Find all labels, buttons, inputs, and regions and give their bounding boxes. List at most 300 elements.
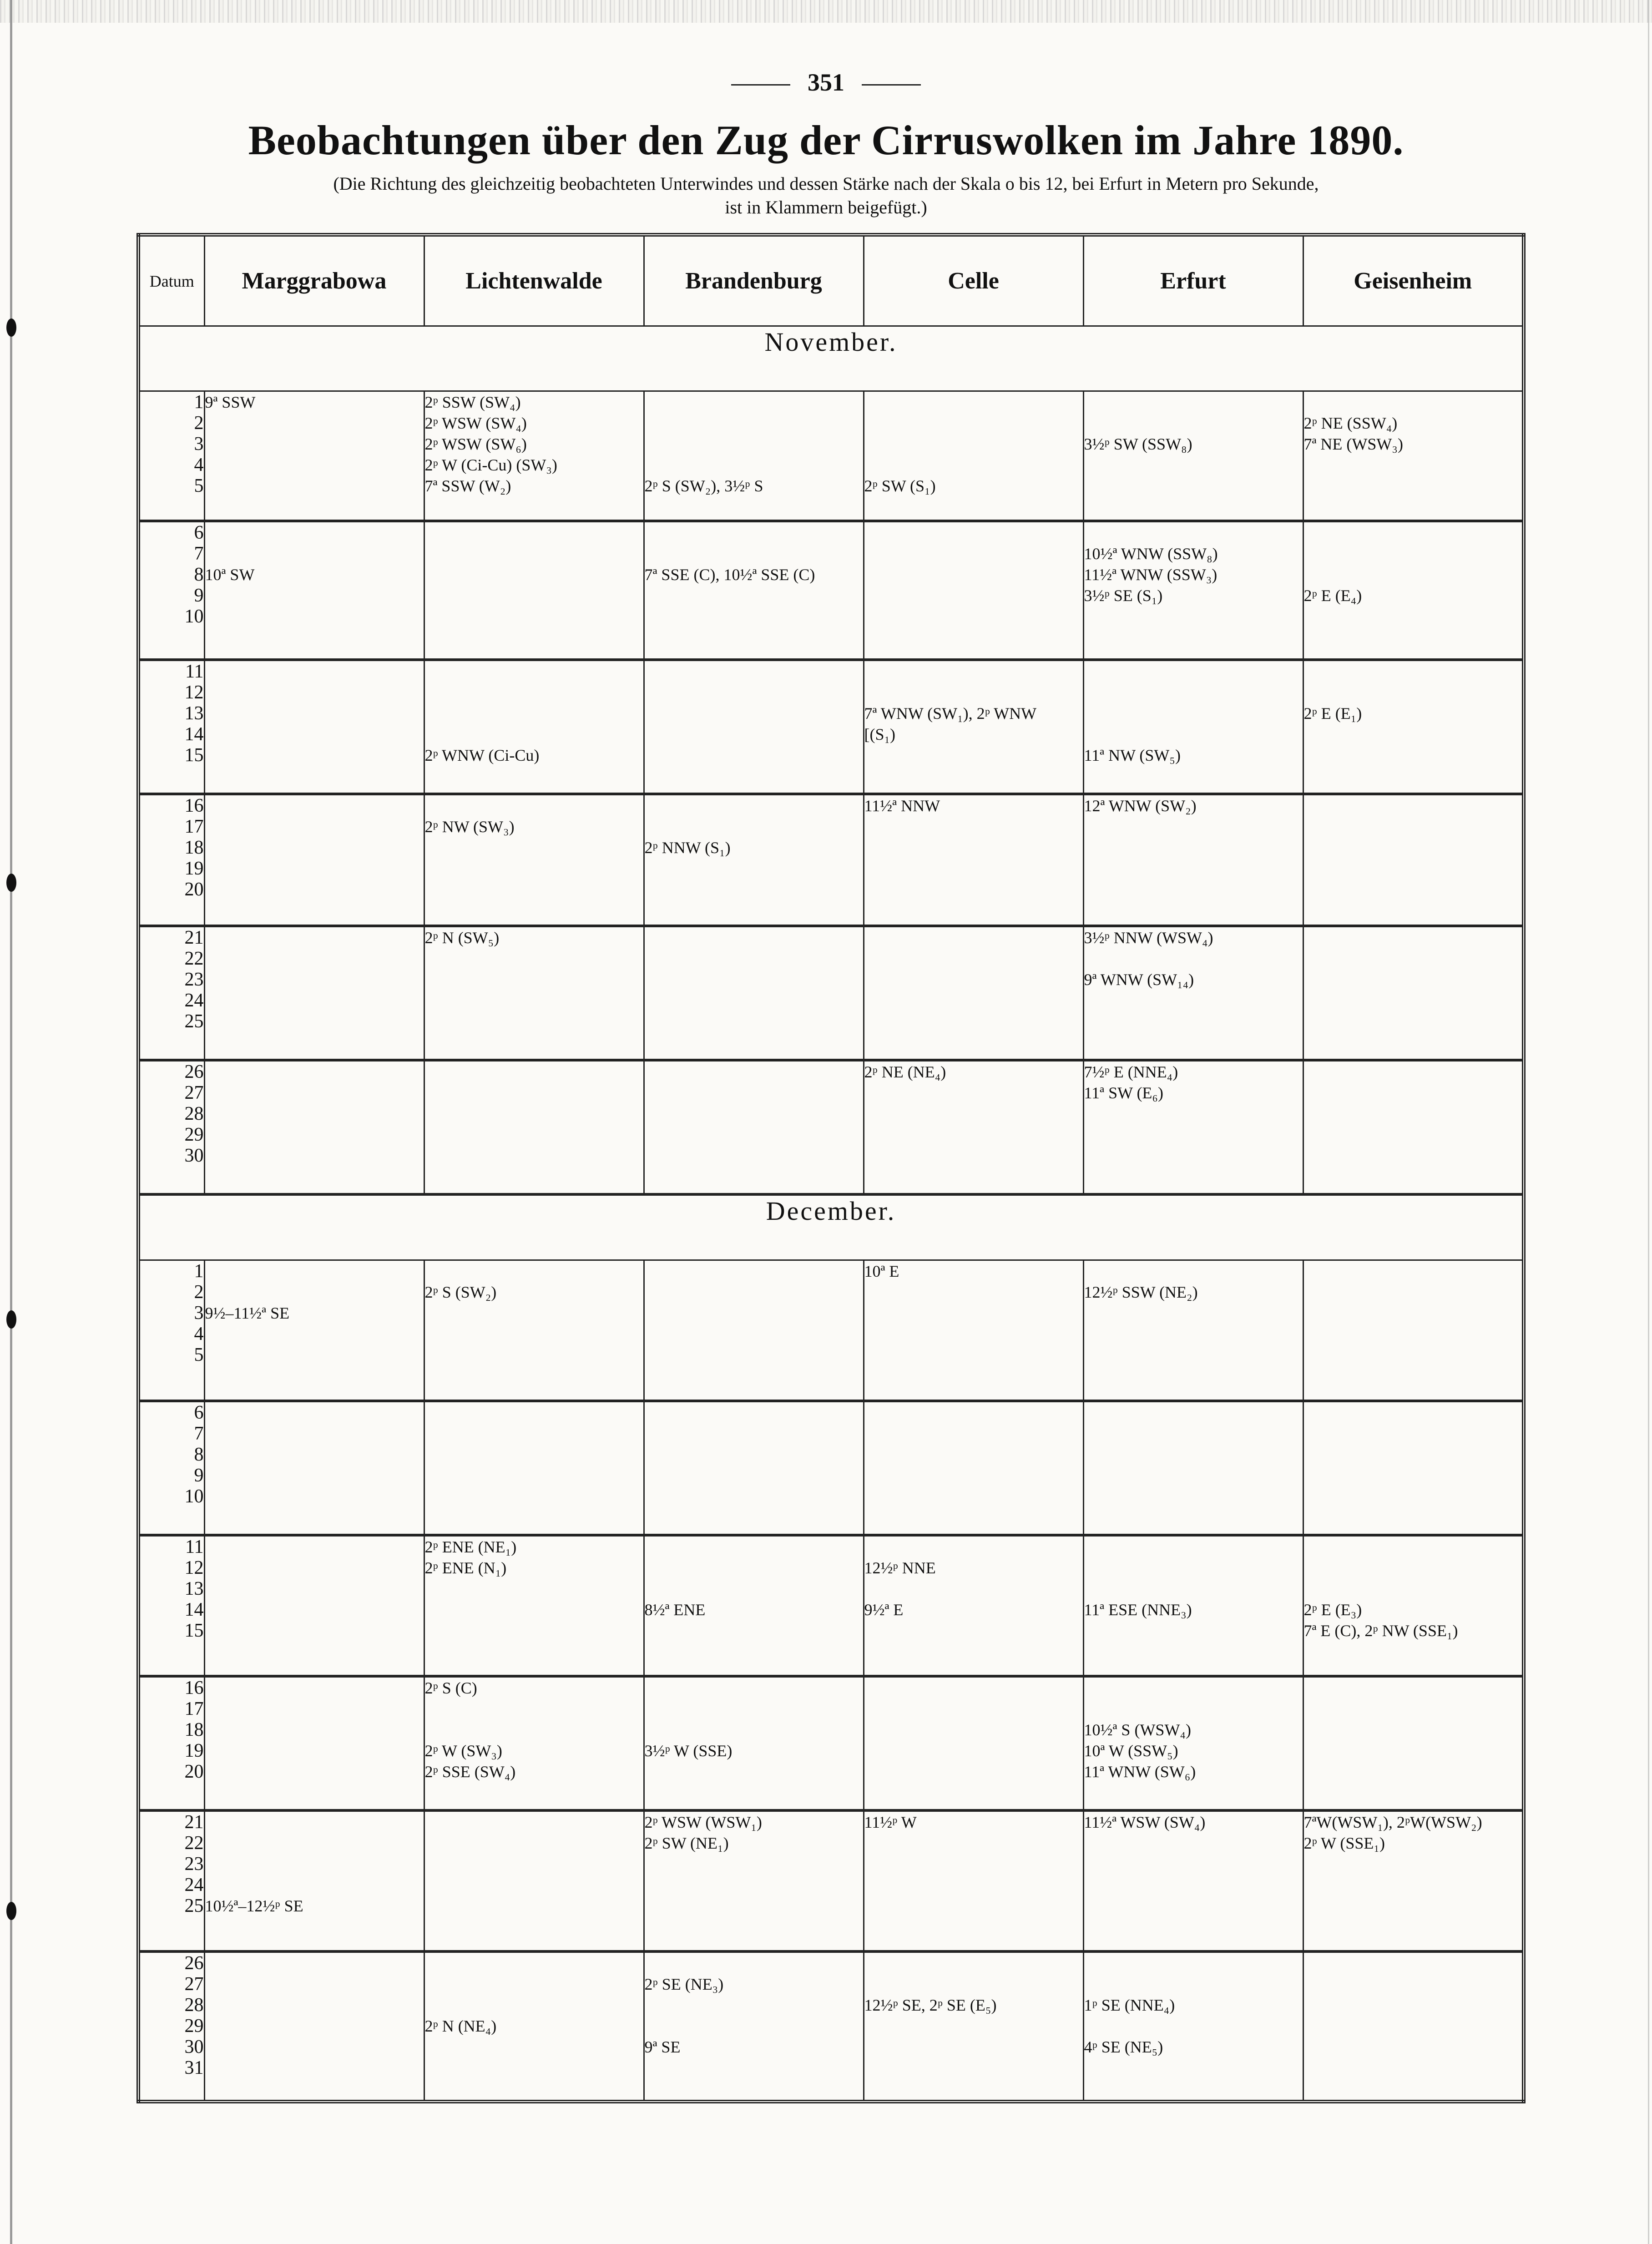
station-cell-brandenburg <box>644 1260 864 1401</box>
observation-entry: 11½ª NNW <box>864 796 940 815</box>
observation-entry <box>1084 1486 1303 1507</box>
observation-entry <box>645 703 863 724</box>
observation-entry <box>864 1082 1083 1103</box>
observation-entry <box>205 858 424 879</box>
observation-entry: 3½ᵖ SW (SSW₈) <box>1084 435 1192 453</box>
observation-entry <box>205 724 424 745</box>
observation-entry <box>425 1854 643 1875</box>
column-header-datum: Datum <box>138 235 204 326</box>
observation-entry <box>205 585 424 606</box>
observation-entry <box>425 703 643 724</box>
day-number: 14 <box>184 1599 204 1620</box>
observation-entry <box>425 564 643 585</box>
observation-entry <box>645 1061 863 1082</box>
station-cell-erfurt <box>1083 1260 1303 1401</box>
observation-entry: 10½ª WNW (SSW₈) <box>1084 544 1218 563</box>
observation-entry <box>1084 1124 1303 1145</box>
day-number: 31 <box>184 2057 204 2078</box>
station-cell-erfurt <box>1083 660 1303 794</box>
observation-entry <box>1084 879 1303 900</box>
observation-entry <box>645 606 863 627</box>
observation-entry <box>864 1740 1083 1761</box>
station-cell-brandenburg <box>644 794 864 926</box>
day-number: 1 <box>194 1260 204 1282</box>
observation-entry <box>205 1486 424 1507</box>
station-cell-brandenburg <box>644 1401 864 1535</box>
observation-entry <box>1304 1103 1522 1124</box>
observation-entry <box>425 1402 643 1423</box>
observation-entry <box>864 969 1083 990</box>
observation-entry <box>864 1678 1083 1698</box>
observation-entry <box>1084 1536 1303 1557</box>
observation-entry <box>645 1719 863 1740</box>
observation-entry <box>205 2037 424 2057</box>
station-cell-marggrabowa <box>204 1535 424 1676</box>
observation-entry: 10ª SW <box>205 565 255 584</box>
day-number: 4 <box>194 1323 204 1344</box>
month-row <box>138 326 1524 391</box>
day-number: 25 <box>184 1011 204 1032</box>
observation-entry: 2ᵖ WSW (WSW₁) <box>644 1813 762 1831</box>
observation-entry: 2ᵖ W (SSE₁) <box>1303 1834 1385 1852</box>
observation-entry <box>425 543 643 564</box>
observation-entry: 9ª WNW (SW₁₄) <box>1084 970 1194 989</box>
observation-entry <box>425 585 643 606</box>
observation-entry <box>425 990 643 1011</box>
datum-cell <box>138 1676 204 1810</box>
observation-entry <box>864 1402 1083 1423</box>
observation-entry <box>425 1444 643 1465</box>
station-cell-brandenburg <box>644 1810 864 1951</box>
station-cell-celle <box>864 660 1083 794</box>
observation-entry <box>1304 1082 1522 1103</box>
subtitle-line: (Die Richtung des gleichzeitig beobachteten Unterwindes und dessen Stärke nach der Skala o bis 12, bei Erfurt in Metern pro Sekunde, <box>333 173 1319 194</box>
observation-entry <box>205 2057 424 2078</box>
observation-entry <box>864 1103 1083 1124</box>
observation-entry <box>425 1895 643 1916</box>
observation-entry <box>205 948 424 969</box>
observation-entry <box>425 522 643 543</box>
observation-entry <box>864 413 1083 434</box>
observation-entry <box>645 413 863 434</box>
observation-entry: 2ᵖ SW (S₁) <box>864 477 936 495</box>
observation-entry <box>1304 816 1522 837</box>
station-cell-brandenburg <box>644 1060 864 1194</box>
observation-entry <box>205 1698 424 1719</box>
station-cell-geisenheim <box>1303 926 1524 1060</box>
observation-entry <box>1084 816 1303 837</box>
day-number: 9 <box>194 1465 204 1486</box>
day-number: 21 <box>184 927 204 948</box>
binding-hole-mark <box>6 1310 16 1329</box>
observation-entry <box>864 661 1083 682</box>
observation-entry <box>1084 1145 1303 1166</box>
observation-entry <box>1304 1953 1522 1974</box>
station-cell-celle <box>864 1535 1083 1676</box>
observation-entry <box>1084 661 1303 682</box>
station-cell-lichtenwalde <box>424 660 644 794</box>
observation-entry: 2ᵖ NNW (S₁) <box>644 838 731 857</box>
observation-entry: 11ª ESE (NNE₃) <box>1084 1601 1192 1619</box>
observation-entry <box>645 682 863 703</box>
observation-entry <box>864 1854 1083 1875</box>
observation-entry <box>1084 1011 1303 1032</box>
observation-entry <box>1304 1719 1522 1740</box>
observation-entry: 2ᵖ WSW (SW₆) <box>424 435 527 453</box>
observation-entry <box>1084 724 1303 745</box>
observation-entry <box>1304 948 1522 969</box>
observation-entry <box>205 1103 424 1124</box>
observation-entry <box>425 1620 643 1641</box>
observation-entry <box>864 1344 1083 1365</box>
day-number: 2 <box>194 413 204 434</box>
observation-entry <box>864 879 1083 900</box>
observation-entry <box>425 1124 643 1145</box>
column-header-lichtenwalde: Lichtenwalde <box>424 235 644 326</box>
binding-hole-mark <box>6 1902 16 1920</box>
day-number: 30 <box>184 2037 204 2057</box>
day-number: 27 <box>184 1082 204 1103</box>
observation-entry <box>645 990 863 1011</box>
observation-entry <box>645 745 863 766</box>
day-number: 13 <box>184 703 204 724</box>
observation-entry <box>864 522 1083 543</box>
observation-entry <box>1304 1261 1522 1282</box>
observation-entry <box>645 1875 863 1895</box>
observation-entry <box>1304 2057 1522 2078</box>
day-number: 3 <box>194 434 204 455</box>
observation-entry <box>645 2016 863 2037</box>
station-cell-geisenheim <box>1303 1535 1524 1676</box>
observation-entry <box>1084 1875 1303 1895</box>
day-group-row <box>138 1810 1524 1951</box>
station-cell-erfurt <box>1083 794 1303 926</box>
observation-entry <box>205 1344 424 1365</box>
observation-entry <box>1304 1740 1522 1761</box>
observation-entry: 12½ᵖ SSW (NE₂) <box>1084 1283 1198 1301</box>
observation-entry: 2ᵖ N (NE₄) <box>424 2017 497 2035</box>
observation-entry <box>645 795 863 816</box>
observation-entry <box>1084 1344 1303 1365</box>
observation-entry <box>864 745 1083 766</box>
observation-entry <box>864 1974 1083 1995</box>
observation-entry <box>864 1620 1083 1641</box>
observation-entry <box>425 1324 643 1344</box>
station-cell-celle <box>864 1401 1083 1535</box>
station-cell-lichtenwalde <box>424 1260 644 1401</box>
observation-entry <box>205 1557 424 1578</box>
station-cell-geisenheim <box>1303 1401 1524 1535</box>
observation-entry <box>1304 745 1522 766</box>
observation-entry <box>1304 2037 1522 2057</box>
day-number: 25 <box>184 1895 204 1916</box>
observation-entry: 7ª SSW (W₂) <box>424 477 511 495</box>
observation-entry <box>205 1599 424 1620</box>
observation-entry <box>645 1444 863 1465</box>
observation-entry: 2ᵖ E (E₃) <box>1303 1601 1362 1619</box>
observation-entry <box>205 434 424 455</box>
observation-entry: 2ᵖ E (E₄) <box>1303 586 1362 605</box>
station-cell-brandenburg <box>644 926 864 1060</box>
station-cell-erfurt <box>1083 1060 1303 1194</box>
observation-entry <box>1304 795 1522 816</box>
station-cell-celle <box>864 926 1083 1060</box>
day-group-row <box>138 660 1524 794</box>
observation-entry: 2ᵖ E (E₁) <box>1303 704 1362 723</box>
observation-entry <box>425 879 643 900</box>
observation-entry <box>425 1344 643 1365</box>
observation-entry <box>425 795 643 816</box>
observation-entry <box>425 858 643 879</box>
station-cell-erfurt <box>1083 926 1303 1060</box>
observation-entry <box>1304 1854 1522 1875</box>
observation-entry: 2ᵖ ENE (N₁) <box>424 1559 507 1577</box>
station-cell-marggrabowa <box>204 1810 424 1951</box>
observation-entry <box>1304 1974 1522 1995</box>
observation-entry <box>645 1423 863 1444</box>
observation-entry <box>205 1145 424 1166</box>
observation-entry <box>205 837 424 858</box>
observation-entry <box>1304 990 1522 1011</box>
station-cell-lichtenwalde <box>424 521 644 660</box>
observation-entry <box>864 837 1083 858</box>
observation-entry: 7ª E (C), 2ᵖ NW (SSE₁) <box>1303 1622 1458 1640</box>
observation-entry <box>645 1678 863 1698</box>
day-number: 26 <box>184 1953 204 1974</box>
station-cell-lichtenwalde <box>424 1535 644 1676</box>
observation-entry: 2ᵖ N (SW₅) <box>424 928 500 947</box>
observation-entry <box>1304 927 1522 948</box>
observation-entry <box>645 1282 863 1303</box>
observation-entry <box>1084 1953 1303 1974</box>
observation-entry <box>1084 455 1303 475</box>
station-cell-celle <box>864 1260 1083 1401</box>
day-number: 10 <box>184 606 204 627</box>
day-number: 20 <box>184 1761 204 1782</box>
observation-entry <box>205 1854 424 1875</box>
observation-entry <box>205 795 424 816</box>
station-cell-lichtenwalde <box>424 926 644 1060</box>
observation-entry <box>864 543 1083 564</box>
observation-entry <box>645 1536 863 1557</box>
station-cell-celle <box>864 1060 1083 1194</box>
observation-entry <box>645 1261 863 1282</box>
observation-entry <box>645 858 863 879</box>
observation-entry <box>864 1833 1083 1854</box>
observation-entry <box>1304 455 1522 475</box>
observation-entry <box>645 1854 863 1875</box>
page-title: Beobachtungen über den Zug der Cirruswolken im Jahre 1890. <box>248 117 1404 163</box>
observation-entry <box>1304 1536 1522 1557</box>
observation-entry <box>864 1719 1083 1740</box>
observation-entry <box>645 434 863 455</box>
observation-entry <box>205 522 424 543</box>
observation-entry: 2ᵖ WNW (Ci-Cu) <box>424 746 540 764</box>
observation-entry <box>205 1995 424 2016</box>
station-cell-brandenburg <box>644 660 864 794</box>
day-number: 14 <box>184 723 204 745</box>
observation-entry: 9½ª E <box>864 1601 904 1619</box>
day-number: 26 <box>184 1061 204 1082</box>
observation-entry <box>864 2037 1083 2057</box>
observation-entry <box>1084 1557 1303 1578</box>
observation-entry <box>1304 1423 1522 1444</box>
station-cell-marggrabowa <box>204 391 424 521</box>
observation-entry <box>864 564 1083 585</box>
observation-entry: 9ª SE <box>644 2038 681 2056</box>
day-number: 6 <box>194 1402 204 1423</box>
station-cell-lichtenwalde <box>424 1676 644 1810</box>
station-cell-celle <box>864 1951 1083 2102</box>
observation-entry <box>205 1536 424 1557</box>
observation-entry: 7ª WNW (SW₁), 2ᵖ WNW <box>864 704 1037 723</box>
observation-entry <box>864 392 1083 413</box>
observation-entry <box>1304 682 1522 703</box>
observation-entry: 2ᵖ S (C) <box>424 1679 477 1697</box>
observation-entry: 2ᵖ ENE (NE₁) <box>424 1538 517 1556</box>
observation-entry: 2ᵖ S (SW₂) <box>424 1283 497 1301</box>
station-cell-marggrabowa <box>204 660 424 794</box>
observation-entry <box>205 927 424 948</box>
observation-entry <box>205 1465 424 1486</box>
station-cell-erfurt <box>1083 1810 1303 1951</box>
observation-entry <box>205 1833 424 1854</box>
binding-hole-mark <box>6 318 16 337</box>
observation-entry <box>205 1678 424 1698</box>
observation-entry: 3½ᵖ SE (S₁) <box>1084 586 1163 605</box>
observation-entry <box>425 969 643 990</box>
observation-entry <box>864 990 1083 1011</box>
day-number: 23 <box>184 1854 204 1875</box>
observation-entry <box>645 1995 863 2016</box>
month-heading: November. <box>138 326 1524 391</box>
station-cell-marggrabowa <box>204 1676 424 1810</box>
observation-entry <box>1084 413 1303 434</box>
observation-entry <box>645 879 863 900</box>
observation-entry <box>864 1698 1083 1719</box>
station-cell-geisenheim <box>1303 521 1524 660</box>
observation-entry: 7ª NE (WSW₃) <box>1303 435 1403 453</box>
observation-entry <box>864 434 1083 455</box>
observation-entry: [(S₁) <box>864 725 896 743</box>
observation-entry <box>1084 990 1303 1011</box>
day-number: 24 <box>184 990 204 1011</box>
observation-entry <box>425 1011 643 1032</box>
observation-entry <box>425 837 643 858</box>
observation-entry <box>645 543 863 564</box>
station-cell-erfurt <box>1083 391 1303 521</box>
observation-entry: 2ᵖ SSW (SW₄) <box>424 393 521 411</box>
day-number: 16 <box>184 1678 204 1698</box>
observation-entry <box>645 1895 863 1916</box>
observation-entry <box>205 1324 424 1344</box>
observation-entry <box>1304 543 1522 564</box>
observation-entry <box>645 1698 863 1719</box>
observation-entry <box>205 1740 424 1761</box>
observation-entry <box>1304 1145 1522 1166</box>
observation-entry <box>645 948 863 969</box>
observation-entry <box>425 1953 643 1974</box>
station-cell-marggrabowa <box>204 521 424 660</box>
observation-entry <box>1084 606 1303 627</box>
observation-entry <box>864 1124 1083 1145</box>
column-header-celle: Celle <box>864 235 1083 326</box>
observation-entry <box>425 1423 643 1444</box>
observation-entry <box>425 1486 643 1507</box>
observation-entry: 9½–11½ª SE <box>205 1304 290 1322</box>
observation-entry <box>205 543 424 564</box>
observation-entry <box>1304 1895 1522 1916</box>
observation-entry: 11ª WNW (SW₆) <box>1084 1763 1196 1781</box>
station-cell-lichtenwalde <box>424 1951 644 2102</box>
observation-entry <box>1304 1557 1522 1578</box>
day-group-row <box>138 1401 1524 1535</box>
observation-entry <box>1304 1678 1522 1698</box>
observation-entry <box>425 724 643 745</box>
observation-entry <box>645 1402 863 1423</box>
observation-entry <box>1084 1444 1303 1465</box>
day-group-row <box>138 926 1524 1060</box>
observation-entry <box>1304 1578 1522 1599</box>
observation-entry <box>205 455 424 475</box>
observation-entry <box>1084 1698 1303 1719</box>
observation-entry: 12½ᵖ NNE <box>864 1559 936 1577</box>
datum-cell <box>138 1060 204 1194</box>
day-number: 16 <box>184 795 204 816</box>
station-cell-lichtenwalde <box>424 391 644 521</box>
page-number: 351 <box>0 68 1652 96</box>
station-cell-celle <box>864 1676 1083 1810</box>
observation-entry <box>1084 703 1303 724</box>
station-cell-geisenheim <box>1303 1676 1524 1810</box>
observation-entry: 11½ᵖ W <box>864 1813 917 1831</box>
observation-entry <box>645 2057 863 2078</box>
observation-entry <box>864 1895 1083 1916</box>
datum-cell <box>138 1535 204 1676</box>
datum-cell <box>138 1951 204 2102</box>
observation-entry <box>645 585 863 606</box>
day-number: 6 <box>194 522 204 543</box>
month-heading: December. <box>138 1194 1524 1260</box>
station-cell-erfurt <box>1083 521 1303 660</box>
observation-entry <box>205 1974 424 1995</box>
day-number: 11 <box>185 1536 204 1557</box>
observation-entry <box>864 858 1083 879</box>
observation-entry <box>1084 522 1303 543</box>
observation-entry <box>864 1145 1083 1166</box>
observation-entry <box>205 1812 424 1833</box>
observation-entry <box>1304 1344 1522 1365</box>
day-number: 17 <box>184 816 204 837</box>
observation-entry <box>864 682 1083 703</box>
observation-entry: 7ªW(WSW₁), 2ᵖW(WSW₂) <box>1303 1813 1482 1831</box>
day-group-row <box>138 391 1524 521</box>
observation-entry <box>205 606 424 627</box>
observation-entry <box>645 724 863 745</box>
observation-entry <box>1084 1833 1303 1854</box>
observation-entry <box>1304 837 1522 858</box>
observation-entry <box>1304 1303 1522 1324</box>
observation-entry <box>425 2057 643 2078</box>
observation-entry <box>864 948 1083 969</box>
binding-hole-mark <box>6 874 16 892</box>
observation-entry: 2ᵖ W (Ci-Cu) (SW₃) <box>424 456 557 474</box>
station-cell-marggrabowa <box>204 926 424 1060</box>
observation-entry <box>864 1011 1083 1032</box>
observation-entry <box>1084 1103 1303 1124</box>
day-number: 15 <box>184 744 204 766</box>
observation-entry <box>645 927 863 948</box>
